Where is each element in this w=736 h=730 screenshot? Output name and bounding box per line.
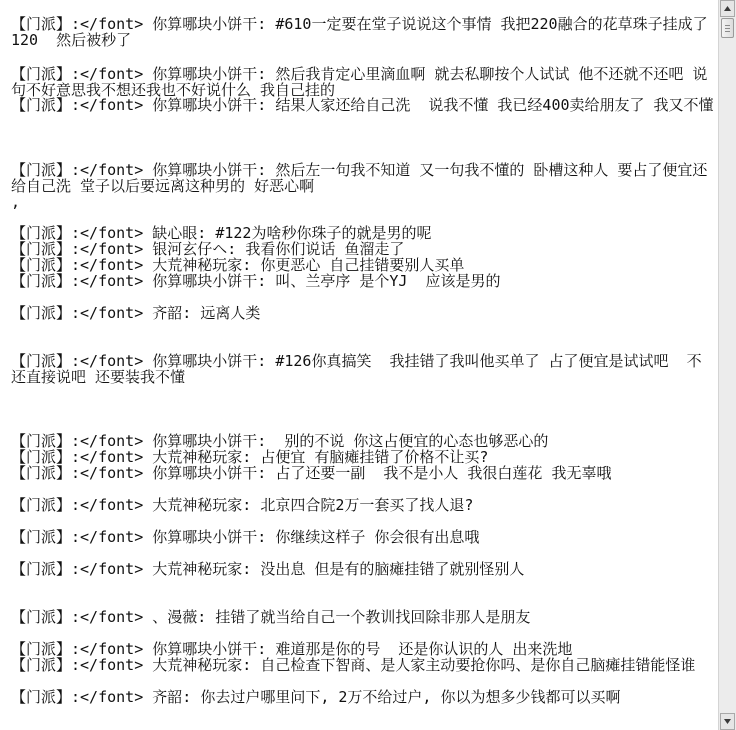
chat-line: 【门派】:</font> 你算哪块小饼干: #126你真搞笑 我挂错了我叫他买单了 占了便宜是试试吧 不还直接说吧 还要装我不懂 [11, 352, 702, 386]
triangle-down-icon [724, 719, 731, 724]
chat-line: 【门派】:</font> 、漫薇: 挂错了就当给自己一个教训找回除非那人是朋友 [11, 608, 531, 626]
chat-line: 【门派】:</font> 大荒神秘玩家: 占便宜 有脑瘫挂错了价格不让买? [11, 448, 489, 466]
chat-line: 【门派】:</font> 大荒神秘玩家: 没出息 但是有的脑瘫挂错了就别怪别人 [11, 560, 525, 578]
chat-line: 【门派】:</font> 你算哪块小饼干: 别的不说 你这占便宜的心态也够恶心的 [11, 432, 549, 450]
chat-line: 【门派】:</font> 你算哪块小饼干: 然后左一句我不知道 又一句我不懂的 卧槽这种人 要占了便宜还给自己洗 堂子以后要远离这种男的 好恶心啊 [11, 161, 708, 195]
scroll-thumb[interactable] [721, 18, 734, 38]
triangle-up-icon [724, 6, 731, 11]
thumb-grip-line [725, 28, 730, 29]
chat-line: 【门派】:</font> 缺心眼: #122为啥秒你珠子的就是男的呢 [11, 224, 432, 242]
chat-line: 【门派】:</font> 大荒神秘玩家: 自己检查下智商、是人家主动要抢你吗、是你自己脑瘫挂错能怪谁 [11, 656, 696, 674]
chat-line: 【门派】:</font> 你算哪块小饼干: 你继续这样子 你会很有出息哦 [11, 528, 480, 546]
chat-line: 【门派】:</font> 你算哪块小饼干: 结果人家还给自己洗 说我不懂 我已经400卖给朋友了 我又不懂 [11, 96, 714, 114]
chat-line: 【门派】:</font> 大荒神秘玩家: 北京四合院2万一套买了找人退? [11, 496, 474, 514]
chat-line: 【门派】:</font> 你算哪块小饼干: 占了还要一副 我不是小人 我很白莲花 我无辜哦 [11, 464, 612, 482]
scroll-down-button[interactable] [720, 713, 735, 730]
chat-line: , [11, 193, 21, 211]
chat-line: 【门派】:</font> 你算哪块小饼干: 然后我肯定心里滴血啊 就去私聊按个人试试 他不还就不还吧 说句不好意思我不想还我也不好说什么 我自己挂的 [11, 65, 708, 99]
scroll-up-button[interactable] [720, 0, 735, 17]
chat-line: 【门派】:</font> 齐韶: 你去过户哪里问下, 2万不给过户, 你以为想多少钱都可以买啊 [11, 688, 621, 706]
chat-line: 【门派】:</font> 你算哪块小饼干: 难道那是你的号 还是你认识的人 出来洗地 [11, 640, 573, 658]
chat-line: 【门派】:</font> 大荒神秘玩家: 你更恶心 自己挂错要别人买单 [11, 256, 465, 274]
vertical-scrollbar[interactable] [718, 0, 736, 730]
thumb-grip-line [725, 31, 730, 32]
chat-line: 【门派】:</font> 银河玄仔ヘ: 我看你们说话 鱼溜走了 [11, 240, 405, 258]
thumb-grip-line [725, 25, 730, 26]
chat-line: 【门派】:</font> 你算哪块小饼干: #610一定要在堂子说说这个事情 我把220融合的花草珠子挂成了120 然后被秒了 [11, 15, 708, 49]
chat-line: 【门派】:</font> 你算哪块小饼干: 叫、兰亭序 是个YJ 应该是男的 [11, 272, 501, 290]
chat-line: 【门派】:</font> 齐韶: 远离人类 [11, 304, 261, 322]
